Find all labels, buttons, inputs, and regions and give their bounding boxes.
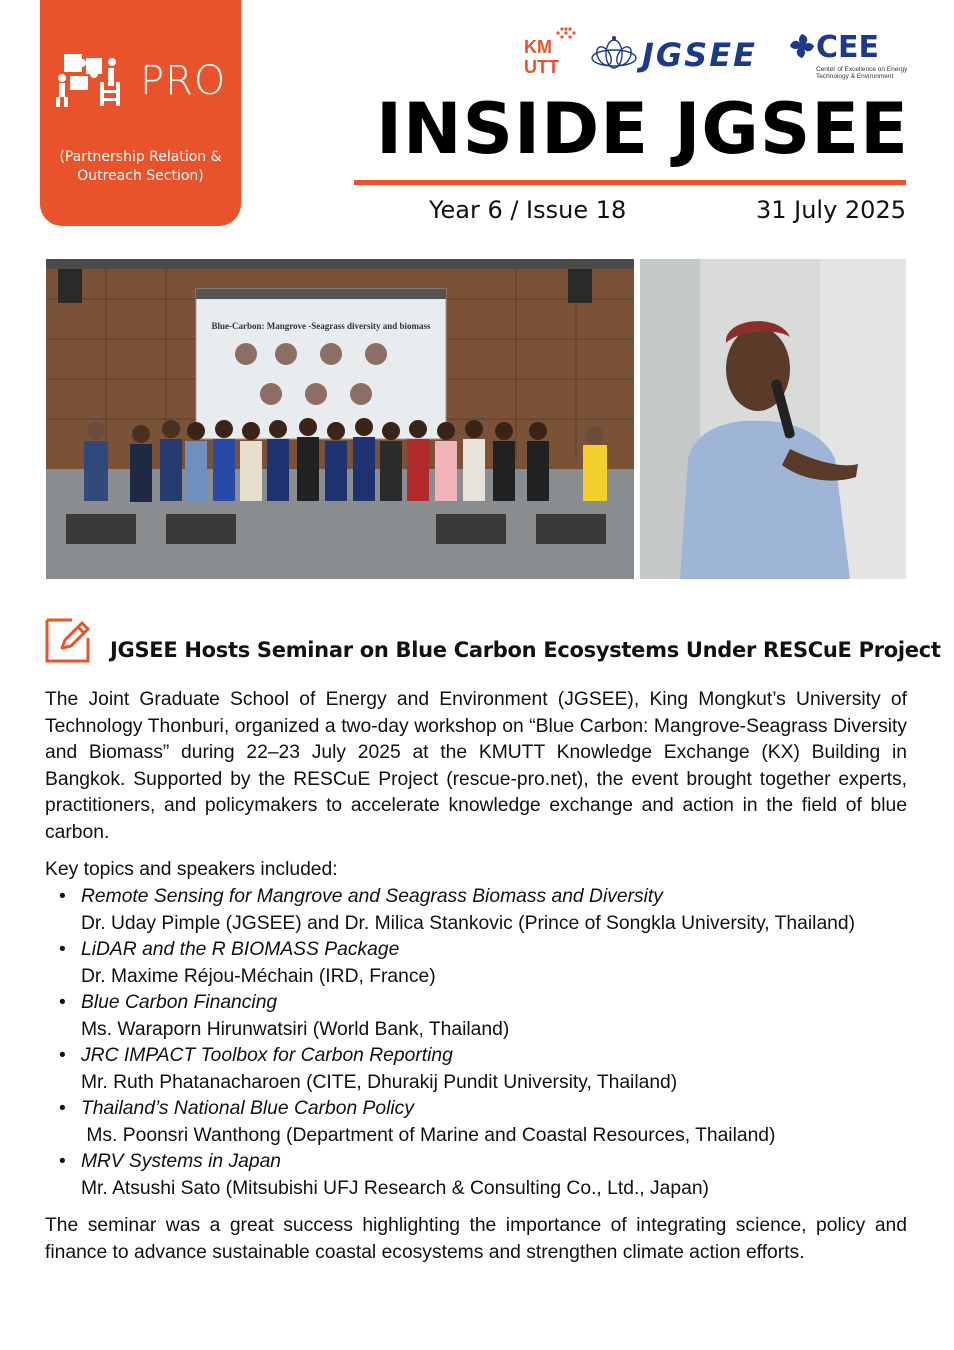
article-headline: JGSEE Hosts Seminar on Blue Carbon Ecosystems Under RESCuE Project xyxy=(110,638,941,662)
list-item xyxy=(45,1043,907,1096)
list-item xyxy=(45,884,907,937)
cee-swirl-icon xyxy=(788,32,816,60)
puzzle-team-icon xyxy=(56,52,128,108)
topic-title: • Remote Sensing for Mangrove and Seagrass Biomass and Diversity xyxy=(81,886,663,907)
pro-badge xyxy=(40,0,241,226)
newsletter-title: INSIDE JGSEE xyxy=(376,88,909,170)
topic-title: • Blue Carbon Financing xyxy=(81,992,278,1013)
title-divider xyxy=(354,180,906,185)
topics-list xyxy=(45,884,907,1202)
partner-logos xyxy=(520,18,910,80)
topic-title: • Thailand’s National Blue Carbon Policy xyxy=(81,1098,414,1119)
speaker-photo xyxy=(640,259,906,579)
speaker-photo-illustration xyxy=(640,259,906,579)
topic-speakers: Dr. Maxime Réjou-Méchain (IRD, France) xyxy=(81,965,436,987)
lotus-icon xyxy=(588,32,640,76)
topic-speakers: Dr. Uday Pimple (JGSEE) and Dr. Milica Stankovic (Prince of Songkla University, Thailand) xyxy=(81,912,856,934)
topic-title: • JRC IMPACT Toolbox for Carbon Reporting xyxy=(81,1045,453,1066)
topic-title: • MRV Systems in Japan xyxy=(81,1151,282,1172)
kmutt-logo xyxy=(524,26,578,80)
group-photo xyxy=(46,259,634,579)
issue-number: Year 6 / Issue 18 xyxy=(429,196,627,224)
topic-speakers: Mr. Atsushi Sato (Mitsubishi UFJ Research & Consulting Co., Ltd., Japan) xyxy=(81,1177,709,1199)
pro-name: PRO xyxy=(140,58,227,104)
topic-speakers: Ms. Waraporn Hirunwatsiri (World Bank, Thailand) xyxy=(81,1018,510,1040)
article-paragraph-2: The seminar was a great success highlighting the importance of integrating science, policy and finance to advance sustainable coastal ecosystems and strengthen climate action efforts. xyxy=(45,1215,907,1263)
topic-speakers: Ms. Poonsri Wanthong (Department of Marine and Coastal Resources, Thailand) xyxy=(81,1124,776,1146)
kmutt-logo-line2: UTT xyxy=(524,57,559,77)
topics-intro: Key topics and speakers included: xyxy=(45,859,338,880)
list-item xyxy=(45,1149,907,1202)
article-paragraph-1: The Joint Graduate School of Energy and Environment (JGSEE), King Mongkut’s University of Technology Thonburi, organized a two-day workshop on “Blue Carbon: Mangrove-Seagrass Diversity and Biomass” during 22–23 July 2025 at the KMUTT Knowledge Exchange (KX) Building in Bangkok. Supported by the RESCuE Project (rescue-pro.net), the event brought together experts, practitioners, and policymakers to accelerate knowledge exchange and action in the field of blue carbon. xyxy=(45,689,907,843)
topic-title: • LiDAR and the R BIOMASS Package xyxy=(81,939,400,960)
jgsee-logo: JGSEE xyxy=(642,36,757,74)
topic-speakers: Mr. Ruth Phatanacharoen (CITE, Dhurakij Pundit University, Thailand) xyxy=(81,1071,678,1093)
list-item xyxy=(45,1096,907,1149)
edit-icon xyxy=(44,612,92,664)
cee-logo-subtitle: Center of Excellence on Energy Technology & Environment xyxy=(816,66,908,80)
group-photo-illustration xyxy=(46,259,634,579)
list-item xyxy=(45,937,907,990)
cee-logo: CEE xyxy=(816,30,880,65)
pro-subtitle: (Partnership Relation & Outreach Section) xyxy=(59,149,222,184)
issue-date: 31 July 2025 xyxy=(755,196,906,224)
slide-title: Blue-Carbon: Mangrove -Seagrass diversity and biomass xyxy=(211,321,431,331)
kmutt-logo-line1: KM xyxy=(524,37,552,57)
list-item xyxy=(45,990,907,1043)
